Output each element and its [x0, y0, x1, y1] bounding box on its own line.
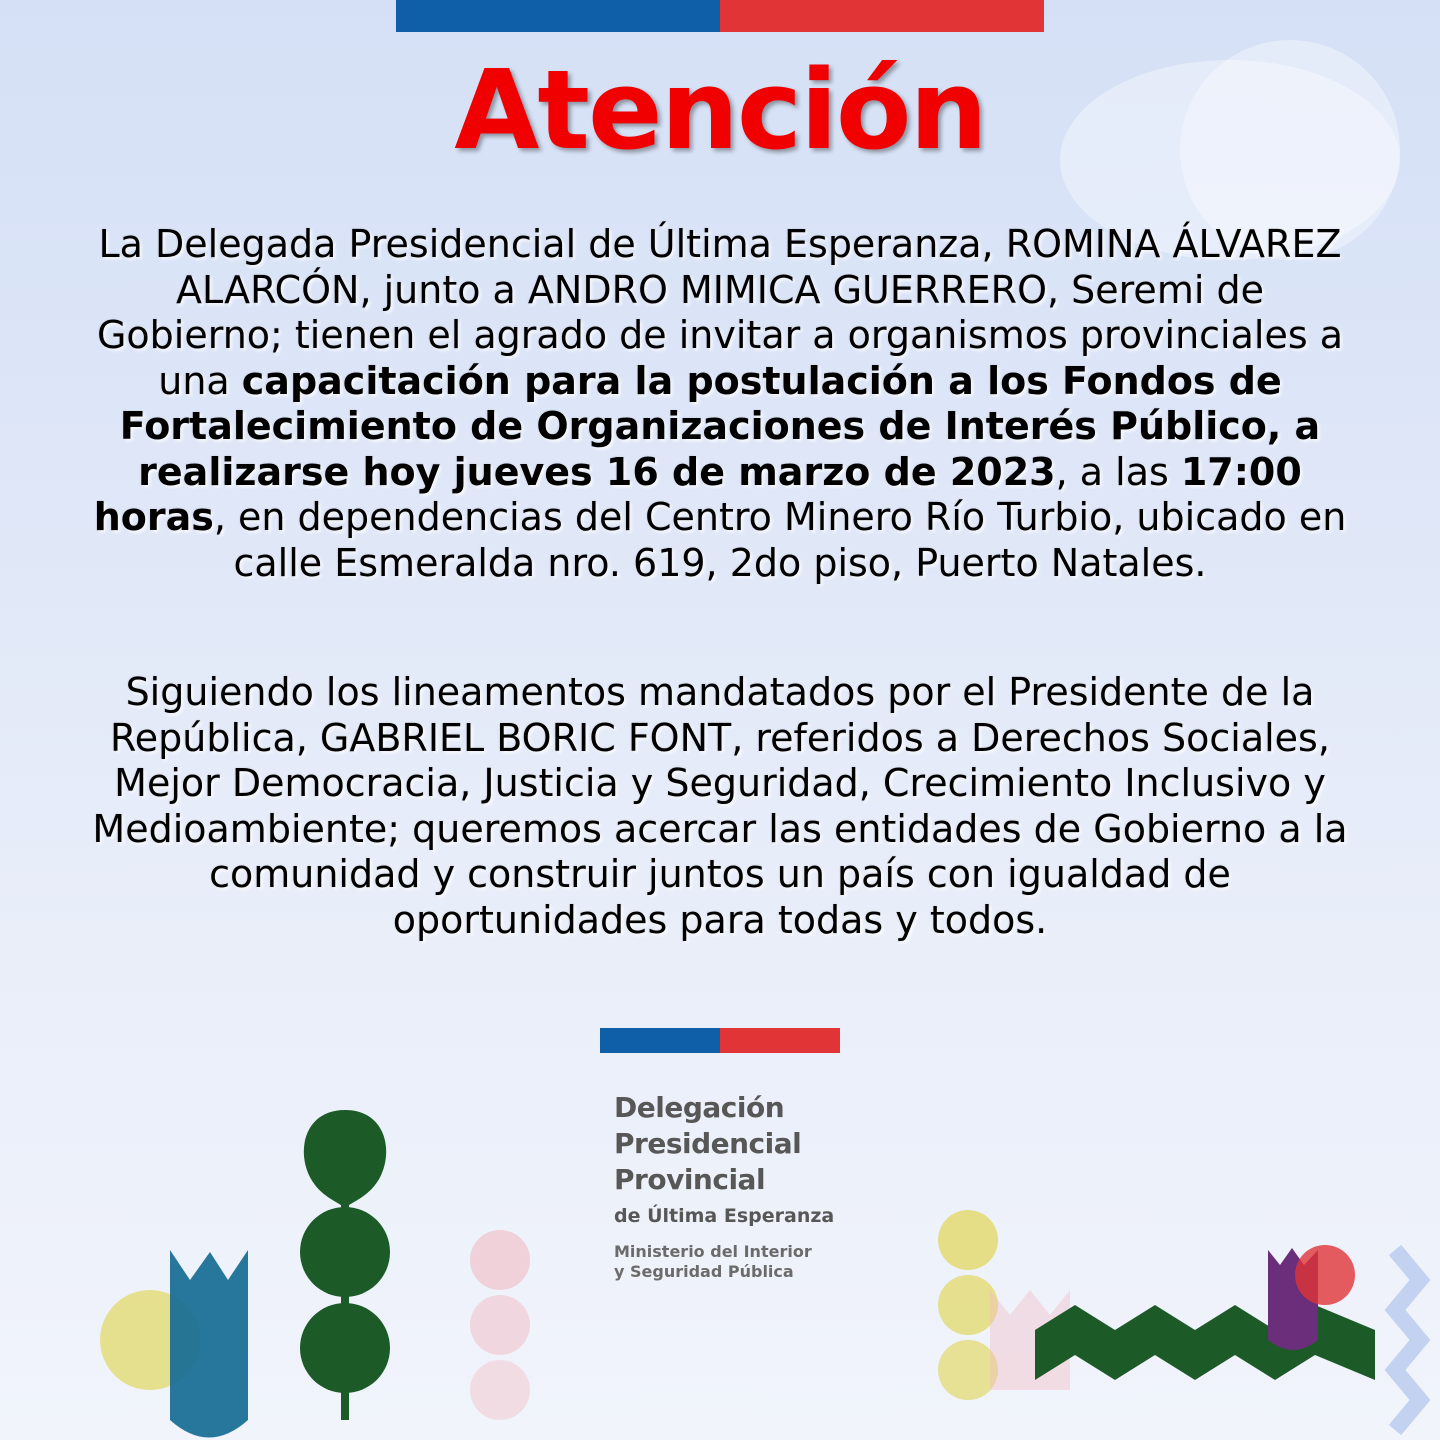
logo-line-2: Presidencial: [614, 1127, 802, 1160]
pink-bead: [470, 1230, 530, 1290]
guidelines-paragraph: Siguiendo los lineamentos mandatados por el Presidente de la República, GABRIEL BORIC FONT, referidos a Derechos Sociales, Mejor Democracia, Justicia y Seguridad, Crecimiento Inclusivo y Medioambiente; queremos acercar las entidades de Gobierno a la comunidad y construir juntos un país con igualdad de oportunidades para todas y todos.: [92, 670, 1348, 942]
page-title: Atención: [454, 46, 986, 174]
logo-ministry-line-2: y Seguridad Pública: [614, 1262, 794, 1281]
flag-red-stripe: [720, 0, 1044, 32]
flag-red-stripe: [720, 1028, 840, 1053]
green-stem: [341, 1190, 349, 1420]
logo-line-4: de Última Esperanza: [614, 1205, 835, 1227]
flag-stripe-top: [396, 0, 1044, 32]
yellow-bead: [938, 1275, 998, 1335]
invitation-text-3: , en dependencias del Centro Minero Río Turbio, ubicado en calle Esmeralda nro. 619, 2do piso, Puerto Natales.: [213, 495, 1347, 585]
yellow-bead: [938, 1210, 998, 1270]
flag-stripe-bottom: [600, 1028, 840, 1053]
pink-bead: [470, 1295, 530, 1355]
pink-bead: [470, 1360, 530, 1420]
invitation-highlight-event: capacitación para la postulación a los Fondos de Fortalecimiento de Organizaciones de Interés Público, a realizarse hoy jueves 16 de marzo de 2023: [119, 358, 1321, 494]
logo-line-3: Provincial: [614, 1163, 766, 1196]
invitation-highlight-time: 17:00 horas: [93, 449, 1302, 539]
invitation-paragraph: [80, 222, 1360, 586]
teal-tulip-shape: [170, 1250, 248, 1438]
logo-line-1: Delegación: [614, 1091, 785, 1124]
green-zigzag-band: [1035, 1305, 1375, 1380]
flag-blue-stripe: [600, 1028, 720, 1053]
yellow-bead: [938, 1340, 998, 1400]
blue-zigzag-line: [1395, 1250, 1420, 1430]
invitation-text-1: La Delegada Presidencial de Última Esperanza, ROMINA ÁLVAREZ ALARCÓN, junto a ANDRO MIMICA GUERRERO, Seremi de Gobierno; tienen el agrado de invitar a organismos provinciales a una: [96, 222, 1343, 403]
decorative-illustration: [0, 1090, 1440, 1440]
flag-blue-stripe: [396, 0, 720, 32]
logo-ministry-line-1: Ministerio del Interior: [614, 1242, 812, 1261]
red-circle: [1295, 1245, 1355, 1305]
invitation-text-2: , a las: [1055, 449, 1181, 494]
